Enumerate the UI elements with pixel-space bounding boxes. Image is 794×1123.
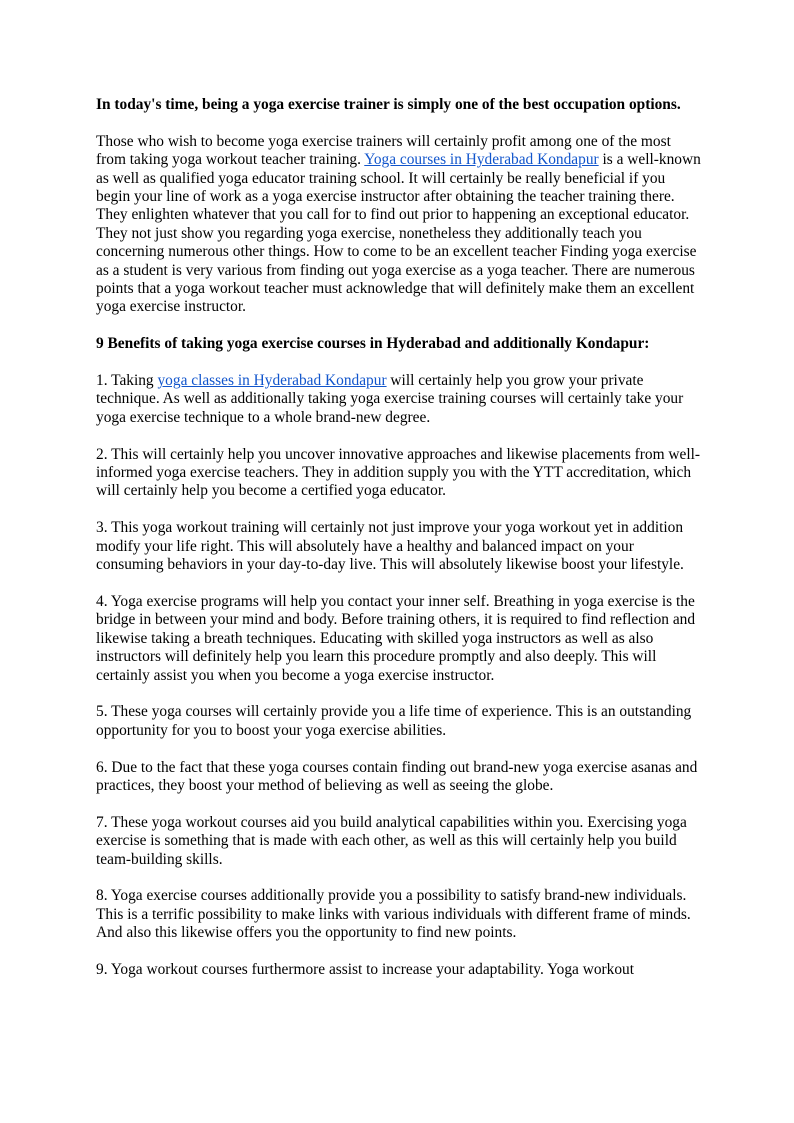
benefit-item-7: 7. These yoga workout courses aid you build analytical capabilities within you. Exercising yoga exercise is something that is made with each other, as well as this will certainly help you build team-building skills. <box>96 813 687 868</box>
benefit-item-9: 9. Yoga workout courses furthermore assist to increase your adaptability. Yoga workout <box>96 960 635 978</box>
intro-text-before: Those who wish to become yoga exercise trainers will certainly profit among one of the most from taking yoga workout teacher training. <box>96 132 671 169</box>
benefit-item-8: 8. Yoga exercise courses additionally provide you a possibility to satisfy brand-new individuals. This is a terrific possibility to make links with various individuals with different frame of minds. And also this likewise offers you the opportunity to find new points. <box>96 887 691 942</box>
yoga-courses-link[interactable]: Yoga courses in Hyderabad Kondapur <box>364 151 599 169</box>
document-page <box>96 96 701 998</box>
intro-paragraph <box>96 133 701 317</box>
item1-text-before: 1. Taking <box>96 372 158 390</box>
benefit-item-5: 5. These yoga courses will certainly provide you a life time of experience. This is an outstanding opportunity for you to boost your yoga exercise abilities. <box>96 703 692 739</box>
benefit-item-1 <box>96 372 701 427</box>
benefit-item-4: 4. Yoga exercise programs will help you contact your inner self. Breathing in yoga exercise is the bridge in between your mind and body. Before training others, it is required to find reflection and likewise taking a breath techniques. Educating with skilled yoga instructors as well as also instructors will definitely help you learn this procedure promptly and also deeply. This will certainly assist you when you become a yoga exercise instructor. <box>96 592 696 684</box>
benefit-item-6: 6. Due to the fact that these yoga courses contain finding out brand-new yoga exercise asanas and practices, they boost your method of believing as well as seeing the globe. <box>96 758 698 794</box>
intro-text-after: is a well-known as well as qualified yoga educator training school. It will certainly be really beneficial if you begin your line of work as a yoga exercise instructor after obtaining the teacher training there. They enlighten whatever that you call for to find out prior to happening an exceptional educator. They not just show you regarding yoga exercise, nonetheless they additionally teach you concerning numerous other things. How to come to be an excellent teacher Finding yoga exercise as a student is very various from finding out yoga exercise as a yoga teacher. There are numerous points that a yoga workout teacher must acknowledge that will definitely make them an excellent yoga exercise instructor. <box>96 151 701 316</box>
page-title: In today's time, being a yoga exercise trainer is simply one of the best occupation options. <box>96 96 681 113</box>
benefit-item-2: 2. This will certainly help you uncover innovative approaches and likewise placements from well-informed yoga exercise teachers. They in addition supply you with the YTT accreditation, which will certainly help you become a certified yoga educator. <box>96 445 701 500</box>
yoga-classes-link[interactable]: yoga classes in Hyderabad Kondapur <box>157 372 387 390</box>
item1-text-after: will certainly help you grow your private technique. As well as additionally taking yoga exercise training courses will certainly take your yoga exercise technique to a whole brand-new degree. <box>96 372 684 426</box>
benefits-heading: 9 Benefits of taking yoga exercise courses in Hyderabad and additionally Kondapur: <box>96 335 650 353</box>
benefit-item-3: 3. This yoga workout training will certainly not just improve your yoga workout yet in addition modify your life right. This will absolutely have a healthy and balanced impact on your consuming behaviors in your day-to-day live. This will absolutely likewise boost your lifestyle. <box>96 519 684 574</box>
